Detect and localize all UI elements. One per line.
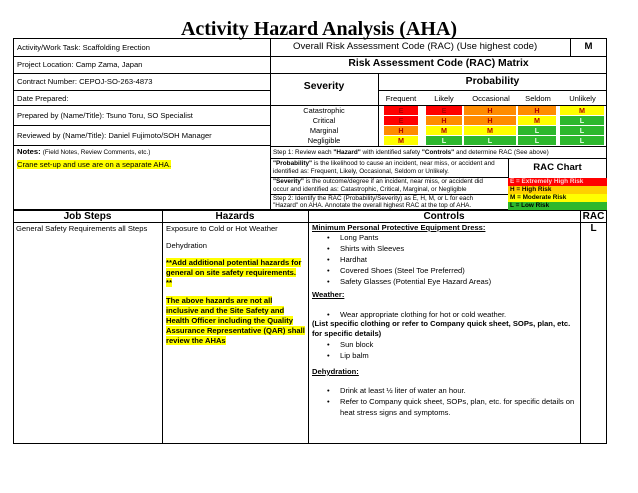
matrix-cell: L (464, 136, 516, 145)
page-title: Activity Hazard Analysis (AHA) (180, 18, 458, 40)
step-2: Step 2: Identify the RAC (Probability/Severity) as E, H, M, or L for each (273, 195, 474, 202)
ppe-list (312, 232, 578, 287)
weather-item: • Lip balm (312, 350, 578, 361)
matrix-cell: H (384, 126, 418, 135)
hazard-note-review: The above hazards are not all inclusive and the Site Safety and Health Officer including the Quality Assurance Representative (QAR) shall review the AHAs (166, 296, 305, 345)
ppe-item: • Hardhat (312, 254, 578, 265)
matrix-title: Risk Assessment Code (RAC) Matrix (348, 58, 529, 69)
probability-level-likely: Likely (434, 94, 454, 103)
notes-label: Notes: (Field Notes, Review Comments, etc.) (17, 147, 151, 156)
column-header-rac: RAC (582, 211, 605, 222)
hazard-weather: Exposure to Cold or Hot Weather (166, 224, 278, 233)
legend-high: H = High Risk (508, 186, 607, 194)
column-header-job-steps: Job Steps (63, 211, 112, 222)
severity-definition: "Severity" is the outcome/degree if an incident, near miss, or accident did (273, 178, 483, 185)
weather-item: • Sun block (312, 339, 578, 350)
contract-field: Contract Number: CEPOJ-SO-263-4873 (17, 77, 153, 86)
severity-header: Severity (303, 81, 345, 92)
notes-value: Crane set-up and use are on a separate AHA. (17, 160, 172, 169)
ppe-item: • Long Pants (312, 232, 578, 243)
probability-level-occasional: Occasional (472, 94, 510, 103)
prepared-by-field: Prepared by (Name/Title): Tsuno Toru, SO Specialist (17, 111, 193, 120)
weather-note: (List specific clothing or refer to Company quick sheet, SOPs, plan, etc. for specific details) (312, 319, 571, 338)
matrix-cell: H (464, 106, 516, 115)
ppe-title: Minimum Personal Protective Equipment Dress: (312, 223, 486, 232)
severity-level-catastrophic: Catastrophic (303, 106, 345, 115)
activity-field: Activity/Work Task: Scaffolding Erection (17, 43, 150, 52)
dehydration-title: Dehydration: (312, 367, 359, 376)
probability-definition-2: identified as: Frequent, Likely, Occasional, Seldom or Unlikely. (273, 168, 449, 175)
hazard-dehydration: Dehydration (166, 241, 207, 250)
location-field: Project Location: Camp Zama, Japan (17, 60, 143, 69)
severity-level-marginal: Marginal (309, 126, 339, 135)
matrix-cell: H (518, 106, 556, 115)
matrix-cell: H (464, 116, 516, 125)
matrix-cell: E (384, 116, 418, 125)
hazard-note-additional: **Add additional potential hazards for general on site safety requirements. ** (166, 258, 302, 287)
matrix-cell: M (560, 106, 604, 115)
matrix-cell: M (384, 136, 418, 145)
step-2-line-2: "Hazard" on AHA. Annotate the overall highest RAC at the top of AHA. (273, 202, 472, 209)
overall-rac-label: Overall Risk Assessment Code (RAC) (Use highest code) (293, 41, 538, 52)
matrix-cell: L (518, 136, 556, 145)
matrix-cell: L (518, 126, 556, 135)
reviewed-by-field: Reviewed by (Name/Title): Daniel Fujimoto/SOH Manager (17, 131, 212, 140)
weather-list-2 (312, 339, 578, 361)
matrix-cell: L (560, 136, 604, 145)
row-rac-value: L (590, 223, 597, 234)
severity-definition-2: occur and identified as: Catastrophic, Critical, Marginal, or Negligible (273, 186, 467, 193)
ppe-item: • Covered Shoes (Steel Toe Preferred) (312, 265, 578, 276)
column-header-hazards: Hazards (215, 211, 255, 222)
legend-extremely-high: E = Extremely High Risk (508, 178, 607, 186)
legend-low: L = Low Risk (508, 202, 607, 210)
matrix-cell: M (426, 126, 462, 135)
matrix-cell: L (560, 126, 604, 135)
legend-moderate: M = Moderate Risk (508, 194, 607, 202)
probability-level-seldom: Seldom (525, 94, 551, 103)
matrix-cell: H (426, 116, 462, 125)
probability-header: Probability (465, 76, 520, 87)
weather-title: Weather: (312, 290, 345, 299)
date-field: Date Prepared: (17, 94, 69, 103)
matrix-cell: L (426, 136, 462, 145)
weather-item: • Wear appropriate clothing for hot or cold weather. (312, 309, 578, 320)
matrix-cell: M (464, 126, 516, 135)
dehydration-item: • Refer to Company quick sheet, SOPs, plan, etc. for specific details on heat stress signs and symptoms. (312, 396, 578, 418)
matrix-cell: E (426, 106, 462, 115)
ppe-item: • Safety Glasses (Potential Eye Hazard Areas) (312, 276, 578, 287)
severity-level-negligible: Negligible (307, 136, 341, 145)
ppe-item: • Shirts with Sleeves (312, 243, 578, 254)
rac-chart-title: RAC Chart (533, 162, 582, 173)
matrix-cell: E (384, 106, 418, 115)
column-header-controls: Controls (423, 211, 465, 222)
probability-level-frequent: Frequent (385, 94, 417, 103)
dehydration-item: • Drink at least ½ liter of water an hour. (312, 385, 578, 396)
probability-level-unlikely: Unlikely (569, 94, 596, 103)
dehydration-list (312, 385, 578, 418)
overall-rac-value: M (584, 41, 593, 52)
step-1: Step 1: Review each "Hazard" with identified safety "Controls" and determine RAC (See above) (273, 149, 549, 156)
severity-level-critical: Critical (312, 116, 336, 125)
probability-definition: "Probability" is the likelihood to cause an incident, near miss, or accident and (273, 160, 495, 167)
matrix-cell: L (560, 116, 604, 125)
matrix-cell: M (518, 116, 556, 125)
job-step: General Safety Requirements all Steps (16, 224, 148, 233)
